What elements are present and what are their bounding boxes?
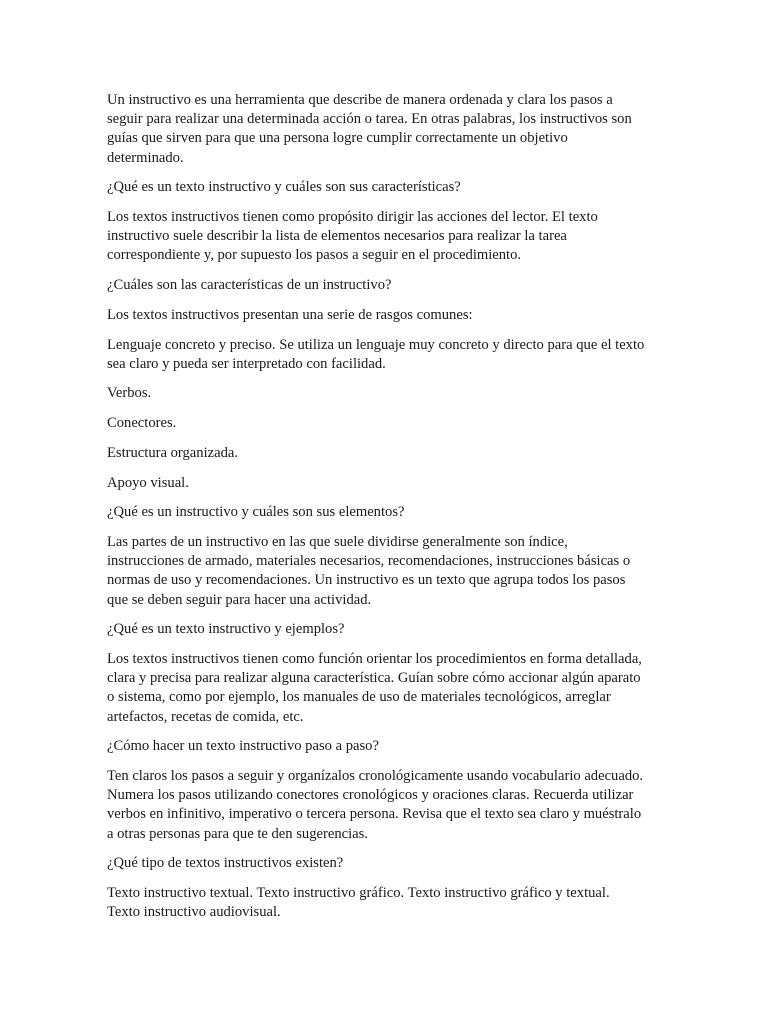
text-line: normas de uso y recomendaciones. Un instructivo es un texto que agrupa todos los pasos	[107, 572, 626, 589]
text-line: instrucciones de armado, materiales necesarios, recomendaciones, instrucciones básicas o	[107, 553, 631, 570]
text-line: Estructura organizada.	[107, 444, 239, 461]
question-heading	[107, 178, 667, 197]
paragraph	[107, 91, 667, 168]
text-line: seguir para realizar una determinada acción o tarea. En otras palabras, los instructivos son	[107, 111, 632, 128]
paragraph	[107, 474, 667, 493]
paragraph	[107, 336, 667, 374]
text-line: Los textos instructivos presentan una serie de rasgos comunes:	[107, 306, 473, 323]
text-line: o sistema, como por ejemplo, los manuales de uso de materiales tecnológicos, arreglar	[107, 689, 611, 706]
text-line: Verbos.	[107, 385, 152, 402]
text-line: Ten claros los pasos a seguir y organízalos cronológicamente usando vocabulario adecuado.	[107, 767, 644, 784]
question-heading	[107, 276, 667, 295]
paragraph	[107, 767, 667, 844]
text-line: ¿Qué es un texto instructivo y cuáles son sus características?	[107, 179, 461, 196]
text-line: Un instructivo es una herramienta que describe de manera ordenada y clara los pasos a	[107, 92, 613, 108]
paragraph	[107, 414, 667, 433]
paragraph	[107, 444, 667, 463]
text-line: Numera los pasos utilizando conectores cronológicos y oraciones claras. Recuerda utilizar	[107, 787, 634, 804]
paragraph	[107, 306, 667, 325]
text-line: correspondiente y, por supuesto los pasos a seguir en el procedimiento.	[107, 247, 522, 264]
question-heading	[107, 503, 667, 522]
question-heading	[107, 854, 667, 873]
paragraph	[107, 533, 667, 610]
text-line: instructivo suele describir la lista de elementos necesarios para realizar la tarea	[107, 228, 567, 245]
document-body	[107, 91, 667, 933]
text-line: determinado.	[107, 149, 184, 166]
text-line: a otras personas para que te den sugerencias.	[107, 825, 368, 842]
text-line: verbos en infinitivo, imperativo o tercera persona. Revisa que el texto sea claro y muéstralo	[107, 806, 642, 823]
question-heading	[107, 737, 667, 756]
text-line: sea claro y pueda ser interpretado con facilidad.	[107, 355, 386, 372]
paragraph	[107, 884, 667, 922]
text-line: ¿Qué tipo de textos instructivos existen?	[107, 855, 344, 872]
text-line: Conectores.	[107, 415, 177, 432]
text-line: Los textos instructivos tienen como propósito dirigir las acciones del lector. El texto	[107, 209, 598, 226]
paragraph	[107, 384, 667, 403]
text-line: Las partes de un instructivo en las que suele dividirse generalmente son índice,	[107, 533, 568, 550]
text-line: Los textos instructivos tienen como función orientar los procedimientos en forma detallada,	[107, 650, 642, 667]
paragraph	[107, 650, 667, 727]
text-line: Apoyo visual.	[107, 474, 189, 491]
text-line: Texto instructivo audiovisual.	[107, 904, 281, 921]
text-line: artefactos, recetas de comida, etc.	[107, 708, 304, 725]
text-line: ¿Qué es un instructivo y cuáles son sus elementos?	[107, 504, 405, 521]
question-heading	[107, 620, 667, 639]
text-line: guías que sirven para que una persona logre cumplir correctamente un objetivo	[107, 130, 568, 147]
text-line: Lenguaje concreto y preciso. Se utiliza un lenguaje muy concreto y directo para que el texto	[107, 336, 645, 353]
text-line: ¿Qué es un texto instructivo y ejemplos?	[107, 621, 345, 638]
text-line: que se deben seguir para hacer una actividad.	[107, 591, 372, 608]
text-line: Texto instructivo textual. Texto instructivo gráfico. Texto instructivo gráfico y textual.	[107, 885, 610, 901]
paragraph	[107, 208, 667, 266]
text-line: ¿Cómo hacer un texto instructivo paso a paso?	[107, 738, 379, 755]
text-line: clara y precisa para realizar alguna característica. Guían sobre cómo accionar algún aparato	[107, 670, 641, 687]
text-line: ¿Cuáles son las características de un instructivo?	[107, 277, 392, 294]
